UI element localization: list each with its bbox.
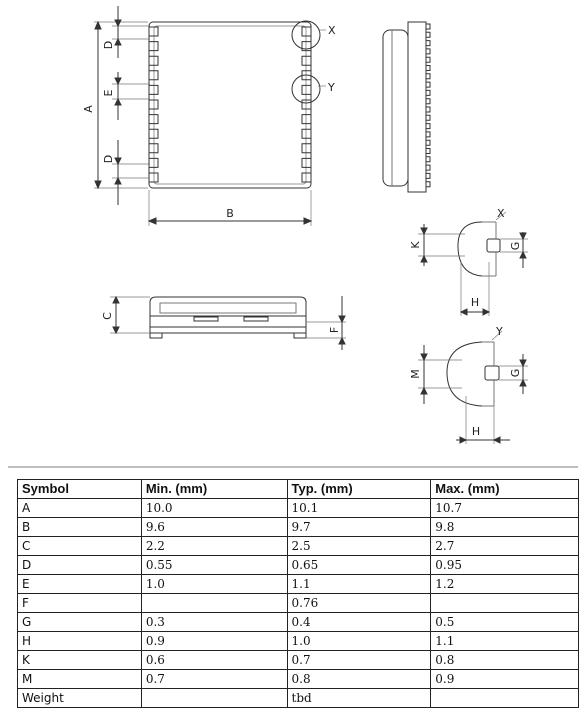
cell-typ: 2.5 [287, 537, 431, 556]
edge-tooth [426, 182, 430, 187]
top-view [149, 22, 311, 188]
side-view-right [383, 22, 430, 192]
cell-typ: 10.1 [287, 499, 431, 518]
cell-max: 2.7 [431, 537, 579, 556]
edge-tooth [426, 107, 430, 112]
cell-max [431, 689, 579, 708]
cell-max: 9.8 [431, 518, 579, 537]
header-typ: Typ. (mm) [287, 480, 431, 499]
table-row [18, 499, 579, 518]
edge-tooth [426, 82, 430, 87]
cell-max: 0.8 [431, 651, 579, 670]
edge-tooth [426, 49, 430, 54]
section-divider [8, 466, 578, 468]
cell-symbol: A [18, 499, 142, 518]
cell-min: 0.7 [141, 670, 287, 689]
edge-tooth [426, 74, 430, 79]
edge-tooth [426, 24, 430, 29]
cell-typ: 1.1 [287, 575, 431, 594]
cell-max: 1.1 [431, 632, 579, 651]
edge-tooth [426, 165, 430, 170]
table-row [18, 632, 579, 651]
cell-max: 1.2 [431, 575, 579, 594]
dim-M [418, 345, 462, 404]
table-row [18, 651, 579, 670]
dim-label-g-y: G [509, 368, 522, 378]
dim-label-f: F [328, 326, 341, 334]
cell-symbol: F [18, 594, 142, 613]
table-header-row [18, 480, 579, 499]
edge-tooth [426, 124, 430, 129]
table-row [18, 670, 579, 689]
detail-x [458, 212, 506, 276]
dimension-table [17, 479, 579, 708]
cell-min: 0.6 [141, 651, 287, 670]
side-view-bottom [150, 297, 306, 338]
edge-tooth [426, 173, 430, 178]
table-row [18, 537, 579, 556]
table-row [18, 556, 579, 575]
edge-tooth [426, 41, 430, 46]
dim-D-top [112, 6, 150, 58]
edge-tooth [426, 149, 430, 154]
cell-symbol: Weight [18, 689, 142, 708]
detail-y [447, 331, 502, 406]
dim-C [110, 297, 150, 333]
edge-tooth [426, 99, 430, 104]
header-max: Max. (mm) [431, 480, 579, 499]
cell-symbol: C [18, 537, 142, 556]
cell-max: 10.7 [431, 499, 579, 518]
header-min: Min. (mm) [141, 480, 287, 499]
callout-label-x: X [328, 24, 336, 37]
cell-min: 1.0 [141, 575, 287, 594]
cell-min [141, 594, 287, 613]
callout-label-y: Y [328, 81, 335, 94]
dim-E [112, 72, 150, 120]
cell-symbol: E [18, 575, 142, 594]
cell-max: 0.9 [431, 670, 579, 689]
edge-tooth [426, 115, 430, 120]
edge-tooth [426, 32, 430, 37]
dim-label-b: B [226, 207, 234, 220]
cell-max: 0.95 [431, 556, 579, 575]
dim-label-e: E [102, 89, 115, 97]
cell-typ: 0.65 [287, 556, 431, 575]
dim-H-y [456, 396, 510, 444]
cell-symbol: D [18, 556, 142, 575]
cell-min: 0.9 [141, 632, 287, 651]
dim-label-k: K [409, 241, 422, 249]
detail-label-x: X [497, 207, 505, 220]
edge-tooth [426, 157, 430, 162]
cell-typ: 0.76 [287, 594, 431, 613]
table-row [18, 518, 579, 537]
dim-label-g-x: G [509, 241, 522, 251]
table-row [18, 575, 579, 594]
cell-typ: 9.7 [287, 518, 431, 537]
cell-typ: tbd [287, 689, 431, 708]
edge-tooth [426, 66, 430, 71]
cell-typ: 0.4 [287, 613, 431, 632]
cell-min: 2.2 [141, 537, 287, 556]
edge-tooth [426, 132, 430, 137]
dim-label-d-bottom: D [102, 154, 115, 164]
dim-D-bottom [112, 140, 150, 205]
detail-label-y: Y [496, 325, 503, 338]
cell-symbol: G [18, 613, 142, 632]
dim-label-c: C [101, 312, 114, 320]
table-row [18, 594, 579, 613]
cell-symbol: H [18, 632, 142, 651]
header-symbol: Symbol [18, 480, 142, 499]
dim-label-h-y: H [471, 425, 481, 438]
cell-typ: 0.8 [287, 670, 431, 689]
cell-min: 10.0 [141, 499, 287, 518]
cell-symbol: M [18, 670, 142, 689]
cell-min: 9.6 [141, 518, 287, 537]
cell-max [431, 594, 579, 613]
table-row [18, 689, 579, 708]
edge-tooth [426, 140, 430, 145]
cell-typ: 1.0 [287, 632, 431, 651]
cell-symbol: B [18, 518, 142, 537]
dim-F [306, 296, 346, 350]
edge-tooth [426, 90, 430, 95]
cell-min [141, 689, 287, 708]
dim-label-a: A [82, 105, 95, 113]
cell-max: 0.5 [431, 613, 579, 632]
cell-typ: 0.7 [287, 651, 431, 670]
dim-label-m: M [409, 369, 422, 379]
edge-tooth [426, 57, 430, 62]
cell-min: 0.55 [141, 556, 287, 575]
table-row [18, 613, 579, 632]
cell-symbol: K [18, 651, 142, 670]
dim-label-d-top: D [102, 40, 115, 50]
cell-min: 0.3 [141, 613, 287, 632]
dim-label-h-x: H [470, 296, 480, 309]
